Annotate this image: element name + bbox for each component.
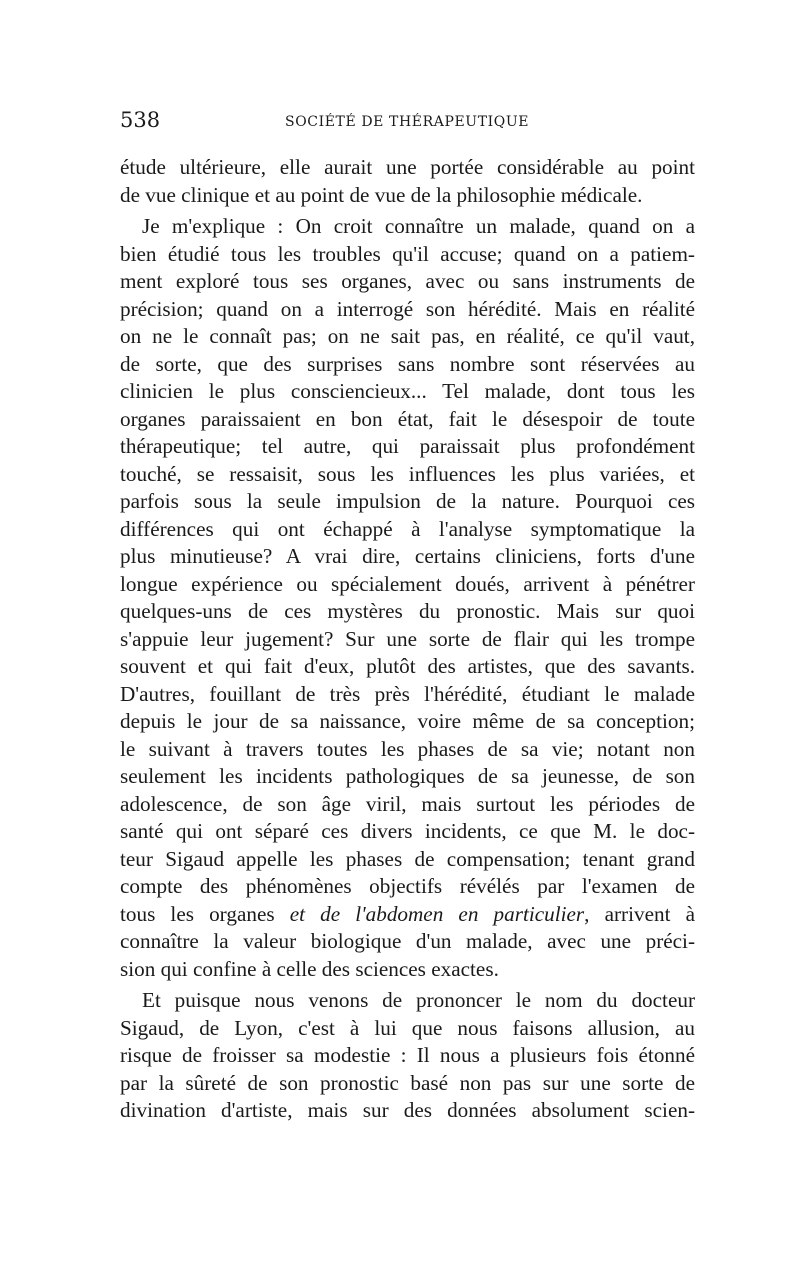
paragraph-3 (120, 987, 695, 1125)
text-line: ment exploré tous ses organes, avec ou sans instruments de (120, 269, 695, 293)
text-line: quelques-uns de ces mystères du pronostic. Mais sur quoi (120, 599, 695, 623)
text-line: souvent et qui fait d'eux, plutôt des artistes, que des savants. (120, 654, 695, 678)
text-line: clinicien le plus consciencieux... Tel malade, dont tous les (120, 379, 695, 403)
text-line: on ne le connaît pas; on ne sait pas, en réalité, ce qu'il vaut, (120, 324, 695, 348)
text-line: adolescence, de son âge viril, mais surtout les périodes de (120, 791, 695, 816)
text-line: s'appuie leur jugement? Sur une sorte de flair qui les trompe (120, 626, 695, 651)
text-line: connaître la valeur biologique d'un malade, avec une préci- (120, 929, 695, 953)
text-line: Et puisque nous venons de prononcer le nom du docteur (142, 988, 695, 1012)
page-number: 538 (120, 108, 161, 132)
text-line: parfois sous la seule impulsion de la nature. Pourquoi ces (120, 489, 695, 513)
text-line: longue expérience ou spécialement doués, arrivent à pénétrer (120, 571, 695, 596)
text-line: organes paraissaient en bon état, fait le désespoir de toute (120, 406, 695, 431)
text-line: divination d'artiste, mais sur des données absolument scien- (120, 1098, 695, 1122)
text-line: depuis le jour de sa naissance, voire même de sa conception; (120, 709, 695, 733)
text-line: de vue clinique et au point de vue de la philosophie médicale. (120, 182, 643, 207)
text-line: santé qui ont séparé ces divers incidents, ce que M. le doc- (120, 819, 695, 843)
running-head: SOCIÉTÉ DE THÉRAPEUTIQUE (285, 114, 530, 130)
text-line: différences qui ont échappé à l'analyse symptomatique la (120, 516, 695, 541)
page-header (120, 108, 695, 138)
text-line: bien étudié tous les troubles qu'il accuse; quand on a patiem- (120, 241, 695, 266)
text-line: seulement les incidents pathologiques de sa jeunesse, de son (120, 764, 695, 788)
text-line: plus minutieuse? A vrai dire, certains cliniciens, forts d'une (120, 544, 695, 568)
text-line: thérapeutique; tel autre, qui paraissait plus profondément (120, 434, 695, 458)
text-line: teur Sigaud appelle les phases de compensation; tenant grand (120, 846, 695, 871)
text-line: précision; quand on a interrogé son hérédité. Mais en réalité (120, 296, 695, 321)
text-line: étude ultérieure, elle aurait une portée considérable au point (120, 155, 695, 179)
text-line: sion qui confine à celle des sciences exactes. (120, 956, 499, 981)
text-line: le suivant à travers toutes les phases de sa vie; notant non (120, 736, 695, 761)
paragraph-2 (120, 213, 695, 983)
text-line: Sigaud, de Lyon, c'est à lui que nous faisons allusion, au (120, 1015, 695, 1040)
text-line: risque de froisser sa modestie : Il nous a plusieurs fois étonné (120, 1043, 695, 1067)
paragraph-1 (120, 154, 695, 209)
text-line: touché, se ressaisit, sous les influences les plus variées, et (120, 461, 695, 486)
text-line-italic: tous les organes et de l'abdomen en particulier, arrivent à (120, 901, 695, 926)
body-text (120, 154, 695, 1125)
text-line: Je m'explique : On croit connaître un malade, quand on a (142, 214, 695, 238)
text-line: de sorte, que des surprises sans nombre sont réservées au (120, 351, 695, 376)
text-line: D'autres, fouillant de très près l'hérédité, étudiant le malade (120, 681, 695, 706)
text-line: par la sûreté de son pronostic basé non pas sur une sorte de (120, 1070, 695, 1095)
text-line: compte des phénomènes objectifs révélés par l'examen de (120, 874, 695, 898)
